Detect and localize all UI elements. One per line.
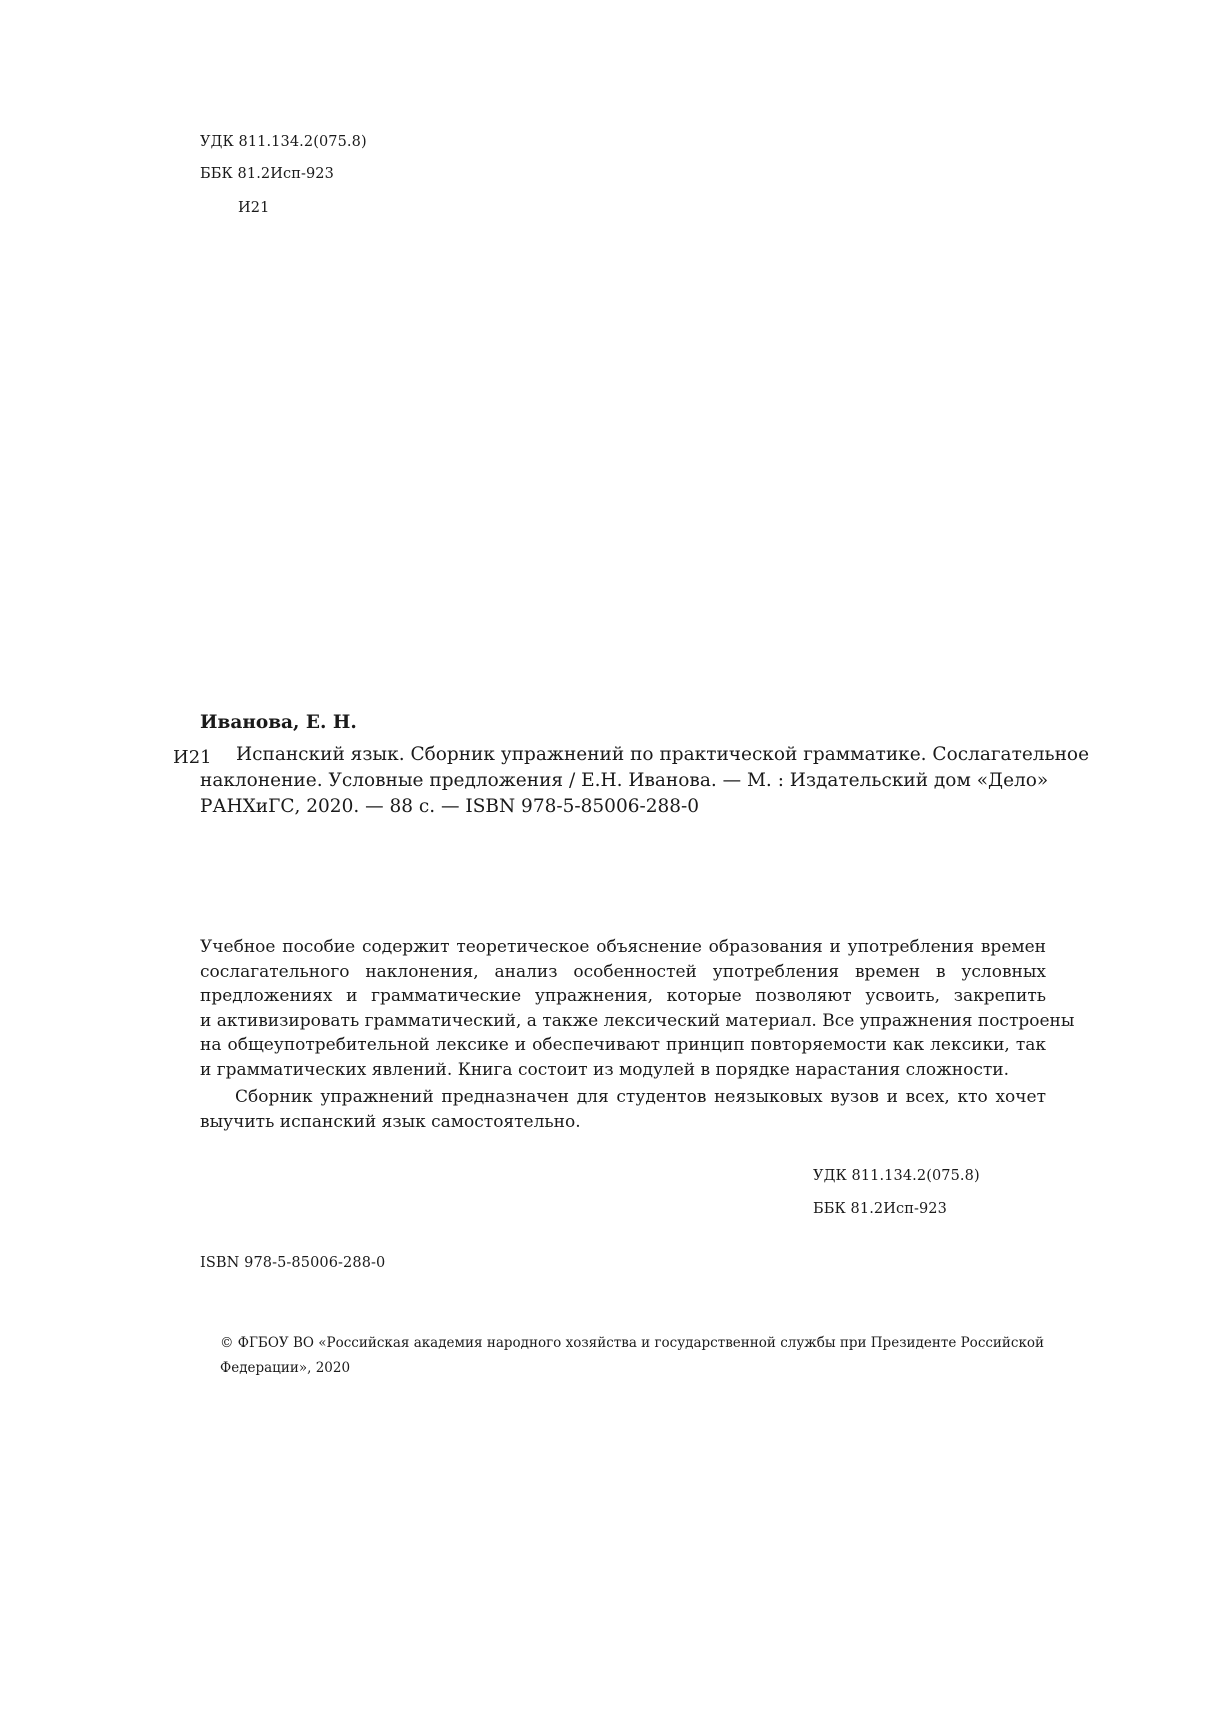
annotation-line: предложениях и грамматические упражнения, которые позволяют усвоить, закрепить [200,986,1046,1006]
author-heading: Иванова, Е. Н. [200,712,357,733]
annotation-line: Сборник упражнений предназначен для студентов неязыковых вузов и всех, кто хочет [235,1087,1046,1107]
copyright-line: Федерации», 2020 [220,1360,351,1376]
isbn-number: ISBN 978-5-85006-288-0 [200,1255,386,1271]
annotation-line: Учебное пособие содержит теоретическое объяснение образования и употребления времен [200,937,1046,957]
udk-code-top: УДК 811.134.2(075.8) [200,134,367,150]
copyright-line: © ФГБОУ ВО «Российская академия народного хозяйства и государственной службы при Президенте Российской [220,1335,1045,1351]
annotation-line: на общеупотребительной лексике и обеспечивают принцип повторяемости как лексики, так [200,1035,1046,1055]
bbk-code-top: ББК 81.2Исп-923 [200,166,334,182]
bib-entry-line: наклонение. Условные предложения / Е.Н. Иванова. — М. : Издательский дом «Дело» [200,770,1049,791]
annotation-line: сослагательного наклонения, анализ особенностей употребления времен в условных [200,962,1046,982]
udk-code-bottom: УДК 811.134.2(075.8) [813,1168,980,1184]
author-sign: И21 [173,747,212,768]
bib-entry-line: Испанский язык. Сборник упражнений по практической грамматике. Сослагательное [236,744,1090,765]
annotation-line: и грамматических явлений. Книга состоит из модулей в порядке нарастания сложности. [200,1060,1010,1080]
author-sign-top: И21 [238,200,270,216]
bib-entry-line: РАНХиГС, 2020. — 88 с. — ISBN 978-5-85006-288-0 [200,796,700,817]
annotation-line: и активизировать грамматический, а также лексический материал. Все упражнения построены [200,1011,1075,1031]
bbk-code-bottom: ББК 81.2Исп-923 [813,1201,947,1217]
annotation-line: выучить испанский язык самостоятельно. [200,1112,581,1132]
